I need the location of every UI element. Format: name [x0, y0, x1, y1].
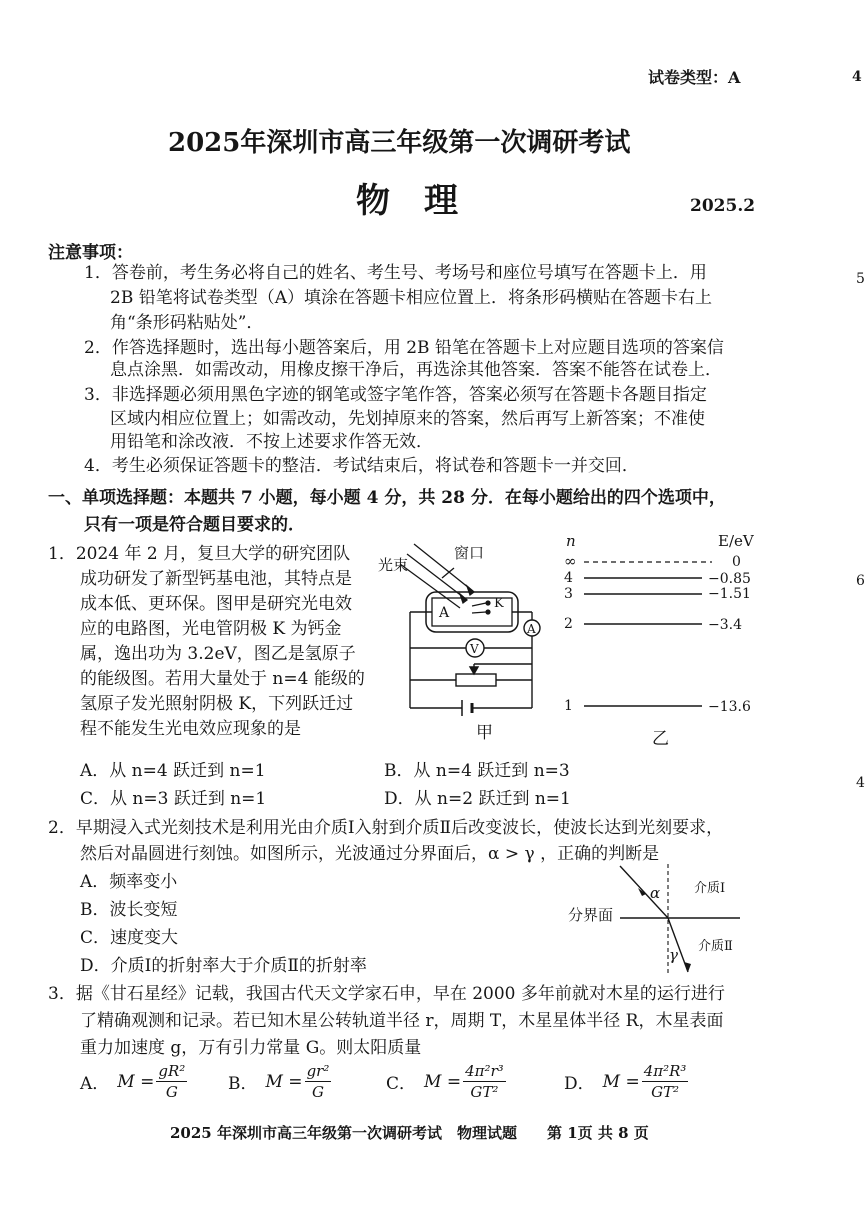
notes-line: 息点涂黑．如需改动，用橡皮擦干净后，再选涂其他答案．答案不能答在试卷上．	[110, 360, 722, 380]
energy-level-diagram	[560, 530, 760, 750]
level-energy: 0	[732, 554, 741, 570]
window-mark	[442, 568, 454, 578]
q1-option-d: D．从 n=2 跃迁到 n=1	[384, 789, 571, 809]
q1-stem-line: 属，逸出功为 3.2eV，图乙是氢原子	[80, 644, 356, 664]
q2-option-c: C．速度变大	[80, 928, 179, 948]
anode-label: A	[439, 605, 450, 621]
level-n: ∞	[564, 552, 577, 570]
notes-line: 2．作答选择题时，选出每小题答案后，用 2B 铅笔在答题卡上对应题目选项的答案信	[84, 338, 724, 358]
electron-arrows	[472, 601, 490, 614]
q1-option-b: B．从 n=4 跃迁到 n=3	[384, 761, 570, 781]
option-label: C．	[386, 1074, 417, 1094]
denominator: GT²	[651, 1083, 680, 1101]
figure-caption-yi: 乙	[652, 729, 669, 749]
option-fraction	[463, 1062, 506, 1101]
q1-stem-line: 氢原子发光照射阴极 K，下列跃迁过	[80, 694, 354, 714]
q3-option-b	[228, 1062, 331, 1101]
numerator: 4π²R³	[643, 1062, 687, 1080]
refraction-diagram	[568, 858, 748, 980]
notes-line: 4．考生必须保证答题卡的整洁．考试结束后，将试卷和答题卡一并交回．	[84, 456, 639, 476]
edge-number: 4	[856, 775, 865, 791]
q1-stem-line: 1．2024 年 2 月，复旦大学的研究团队	[48, 544, 351, 564]
circuit-diagram	[374, 540, 554, 745]
q3-option-d	[564, 1062, 688, 1101]
q3-stem-line: 3．据《甘石星经》记载，我国古代天文学家石申，早在 2000 多年前就对木星的运行进行	[48, 984, 725, 1004]
q1-stem-line: 应的电路图，光电管阴极 K 为钙金	[80, 619, 342, 639]
denominator: G	[311, 1083, 324, 1101]
medium2-label: 介质Ⅱ	[698, 939, 733, 954]
notes-heading: 注意事项：	[48, 243, 133, 263]
q1-option-c: C．从 n=3 跃迁到 n=1	[80, 789, 267, 809]
q3-option-c	[386, 1062, 506, 1101]
notes-line: 区域内相应位置上；如需改动，先划掉原来的答案，然后再写上新答案；不准使	[110, 409, 705, 429]
page-footer: 2025 年深圳市高三年级第一次调研考试 物理试题 第 1页 共 8 页	[170, 1124, 649, 1142]
denominator: GT²	[470, 1083, 499, 1101]
option-fraction	[305, 1062, 332, 1101]
battery	[462, 700, 472, 716]
option-lhs: M =	[265, 1071, 303, 1092]
level-energy: −3.4	[708, 617, 742, 633]
q1-stem-line: 的能级图。若用大量处于 n=4 能级的	[80, 669, 365, 689]
q2-stem-line: 2．早期浸入式光刻技术是利用光由介质Ⅰ入射到介质Ⅱ后改变波长，使波长达到光刻要求，	[48, 818, 724, 838]
q2-option-d: D．介质Ⅰ的折射率大于介质Ⅱ的折射率	[80, 956, 367, 976]
exam-date: 2025.2	[690, 196, 756, 216]
incident-ray	[620, 866, 668, 918]
option-lhs: M =	[117, 1071, 155, 1092]
level-n: 4	[564, 570, 573, 586]
notes-line: 2B 铅笔将试卷类型（A）填涂在答题卡相应位置上．将条形码横贴在答题卡右上	[110, 288, 712, 308]
option-fraction	[642, 1062, 689, 1101]
numerator: gR²	[158, 1062, 186, 1080]
q3-stem-line: 重力加速度 g，万有引力常量 G。则太阳质量	[80, 1038, 422, 1058]
notes-line: 用铅笔和涂改液．不按上述要求作答无效．	[110, 432, 433, 452]
edge-number: 4	[852, 69, 862, 85]
level-energy: −1.51	[708, 586, 751, 602]
denominator: G	[165, 1083, 178, 1101]
rheostat	[456, 664, 532, 686]
q1-stem-line: 成本低、更环保。图甲是研究光电效	[80, 594, 352, 614]
refracted-arrow	[684, 962, 691, 972]
option-label: B．	[228, 1074, 258, 1094]
q3-stem-line: 了精确观测和记录。若已知木星公转轨道半径 r，周期 T，木星星体半径 R，木星表面	[80, 1011, 724, 1031]
q1-option-a: A．从 n=4 跃迁到 n=1	[80, 761, 266, 781]
edge-number: 5	[856, 271, 865, 287]
level-n: 2	[564, 616, 573, 632]
figure-caption-jia: 甲	[476, 723, 493, 743]
page-title: 2025年深圳市高三年级第一次调研考试	[168, 128, 631, 158]
q1-stem-line: 成功研发了新型钙基电池，其特点是	[80, 569, 352, 589]
window-label: 窗口	[454, 544, 485, 562]
level-energy: −13.6	[708, 699, 751, 715]
cathode-label: K	[494, 596, 504, 611]
gamma-label: γ	[669, 946, 678, 964]
notes-line: 1．答卷前，考生务必将自己的姓名、考生号、考场号和座位号填写在答题卡上．用	[84, 263, 707, 283]
q1-stem-line: 程不能发生光电效应现象的是	[80, 719, 301, 739]
notes-line: 角“条形码粘贴处”．	[110, 313, 264, 333]
section-heading: 一、单项选择题：本题共 7 小题，每小题 4 分，共 28 分．在每小题给出的四个选项中，	[48, 488, 726, 508]
q2-option-b: B．波长变短	[80, 900, 178, 920]
interface-label: 分界面	[568, 906, 614, 924]
paper-type: 试卷类型：A	[648, 68, 741, 87]
option-lhs: M =	[602, 1071, 640, 1092]
level-n: 3	[564, 586, 573, 602]
light-beam-label: 光束	[378, 556, 409, 574]
notes-line: 3．非选择题必须用黑色字迹的钢笔或签字笔作答，答案必须写在答题卡各题目指定	[84, 385, 707, 405]
option-fraction	[156, 1062, 187, 1101]
option-label: A．	[80, 1074, 110, 1094]
medium1-label: 介质Ⅰ	[694, 881, 726, 896]
voltmeter-label: V	[470, 642, 479, 656]
energy-header: E/eV	[718, 532, 754, 550]
level-energy: −0.85	[708, 571, 751, 587]
level-n: 1	[564, 698, 573, 714]
option-lhs: M =	[424, 1071, 462, 1092]
alpha-label: α	[650, 884, 661, 902]
ammeter-label: A	[527, 622, 536, 636]
numerator: 4π²r³	[465, 1062, 504, 1080]
numerator: gr²	[306, 1062, 330, 1080]
option-label: D．	[564, 1074, 595, 1094]
q2-option-a: A．频率变小	[80, 872, 178, 892]
subject-title: 物 理	[356, 181, 458, 221]
q2-stem-line: 然后对晶圆进行刻蚀。如图所示，光波通过分界面后，α > γ ，正确的判断是	[80, 844, 660, 864]
n-header: n	[566, 532, 576, 550]
section-heading-cont: 只有一项是符合题目要求的．	[84, 515, 305, 535]
q3-option-a	[80, 1062, 187, 1101]
edge-number: 6	[856, 573, 865, 589]
